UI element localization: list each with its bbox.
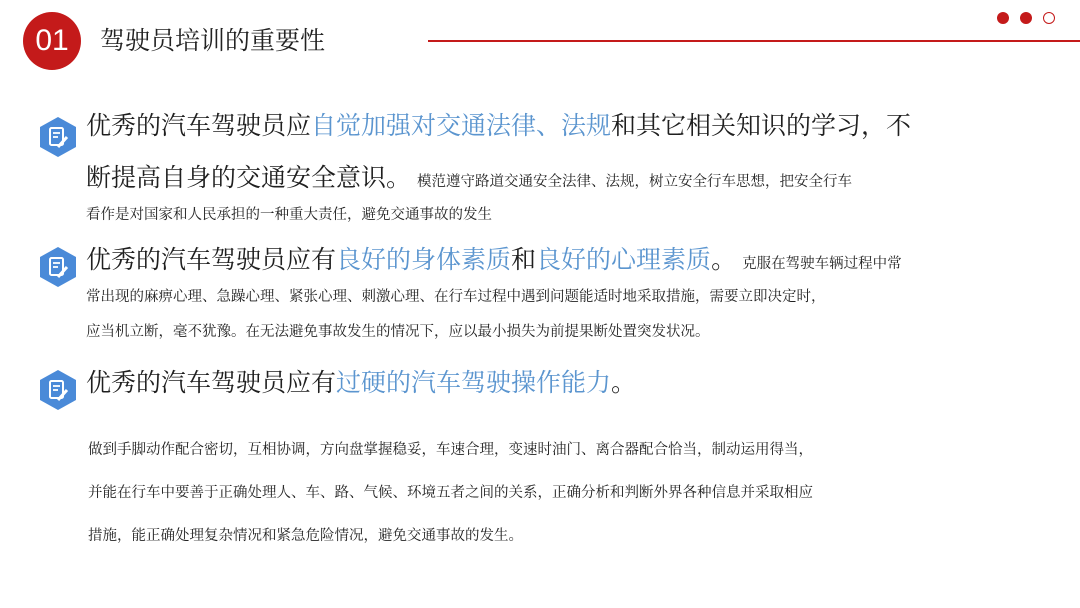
section-2-body-3: 应当机立断，毫不犹豫。在无法避免事故发生的情况下，应以最小损失为前提果断处置突发状况。 bbox=[86, 324, 710, 340]
section-2-lead: 优秀的汽车驾驶员应有 bbox=[86, 245, 337, 274]
section-1-lead-cont: 和其它相关知识的学习，不 bbox=[611, 111, 912, 140]
section-1-body-2: 看作是对国家和人民承担的一种重大责任，避免交通事故的发生 bbox=[86, 207, 492, 223]
section-3-heading-line bbox=[86, 363, 1006, 403]
header-divider bbox=[428, 40, 1080, 42]
section-2-highlight-1: 良好的身体素质 bbox=[336, 245, 512, 274]
section-number-badge: 01 bbox=[23, 12, 81, 70]
section-3-body-1: 做到手脚动作配合密切，互相协调，方向盘掌握稳妥，车速合理，变速时油门、离合器配合恰当，制动运用得当， bbox=[88, 442, 813, 458]
section-2-heading-line bbox=[86, 240, 1006, 280]
section-1 bbox=[86, 106, 1006, 230]
indicator-dot bbox=[997, 12, 1009, 24]
edit-document-icon bbox=[38, 116, 78, 158]
section-1-heading-line-1 bbox=[86, 106, 1006, 146]
section-2-lead-end: 。 bbox=[711, 245, 737, 274]
section-1-lead: 优秀的汽车驾驶员应 bbox=[86, 111, 312, 140]
section-2 bbox=[86, 240, 1006, 350]
section-2-body-2: 常出现的麻痹心理、急躁心理、紧张心理、刺激心理、在行车过程中遇到问题能适时地采取措施，需要立即决定时， bbox=[86, 289, 826, 305]
slide-indicator-dots bbox=[997, 12, 1055, 24]
page-title: 驾驶员培训的重要性 bbox=[100, 26, 326, 55]
section-1-highlight: 自觉加强对交通法律、法规 bbox=[311, 111, 612, 140]
section-1-lead-end: 断提高自身的交通安全意识。 bbox=[86, 163, 412, 192]
section-3-lead-end: 。 bbox=[611, 368, 637, 397]
section-3-lead: 优秀的汽车驾驶员应有 bbox=[86, 368, 337, 397]
section-3-body-2: 并能在行车中要善于正确处理人、车、路、气候、环境五者之间的关系，正确分析和判断外界各种信息并采取相应 bbox=[88, 485, 813, 501]
section-2-highlight-2: 良好的心理素质 bbox=[536, 245, 712, 274]
section-3-highlight: 过硬的汽车驾驶操作能力 bbox=[336, 368, 612, 397]
section-1-heading-line-2 bbox=[86, 158, 1006, 198]
edit-document-icon bbox=[38, 369, 78, 411]
edit-document-icon bbox=[38, 246, 78, 288]
section-3-body-3: 措施，能正确处理复杂情况和紧急危险情况，避免交通事故的发生。 bbox=[88, 528, 523, 544]
indicator-dot-hollow bbox=[1043, 12, 1055, 24]
indicator-dot bbox=[1020, 12, 1032, 24]
section-1-body-1: 模范遵守路道交通安全法律、法规，树立安全行车思想，把安全行车 bbox=[417, 174, 853, 190]
section-2-connector: 和 bbox=[511, 245, 537, 274]
section-3 bbox=[86, 363, 1006, 558]
section-2-body-1: 克服在驾驶车辆过程中常 bbox=[742, 256, 902, 272]
